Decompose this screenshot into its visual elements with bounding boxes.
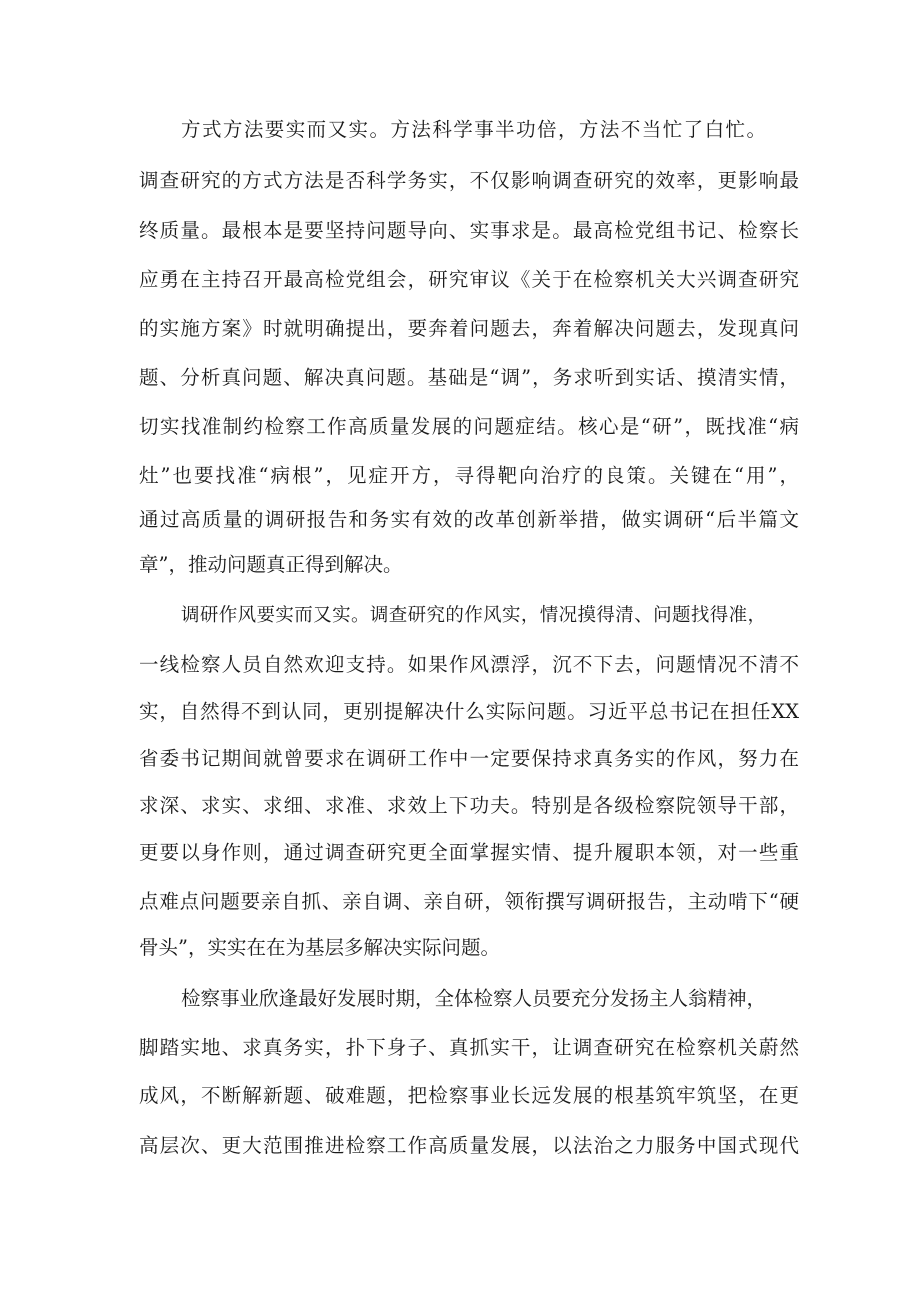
paragraph-line: 实，自然得不到认同，更别提解决什么实际问题。习近平总书记在担任XX xyxy=(139,700,799,723)
paragraph-line: 省委书记期间就曾要求在调研工作中一定要保持求真务实的作风，努力在 xyxy=(139,747,799,770)
paragraph-line: 更要以身作则，通过调查研究更全面掌握实情、提升履职本领，对一些重 xyxy=(139,841,799,864)
paragraph-line: 的实施方案》时就明确提出，要奔着问题去，奔着解决问题去，发现真问 xyxy=(139,317,799,340)
paragraph-line: 题、分析真问题、解决真问题。基础是“调”，务求听到实话、摸清实情， xyxy=(139,366,799,389)
paragraph-line: 方式方法要实而又实。方法科学事半功倍，方法不当忙了白忙。 xyxy=(181,118,766,141)
paragraph-line: 调研作风要实而又实。调查研究的作风实，情况摸得清、问题找得准， xyxy=(181,605,766,626)
paragraph-line: 切实找准制约检察工作高质量发展的问题症结。核心是“研”，既找准“病 xyxy=(139,415,799,438)
paragraph-line: 高层次、更大范围推进检察工作高质量发展，以法治之力服务中国式现代 xyxy=(139,1134,799,1157)
paragraph-line: 章”，推动问题真正得到解决。 xyxy=(139,553,403,576)
paragraph-line: 调查研究的方式方法是否科学务实，不仅影响调查研究的效率，更影响最 xyxy=(139,169,799,192)
paragraph-line: 检察事业欣逢最好发展时期，全体检察人员要充分发扬主人翁精神， xyxy=(181,987,766,1010)
paragraph-line: 点难点问题要亲自抓、亲自调、亲自研，领衔撰写调研报告，主动啃下“硬 xyxy=(139,890,799,913)
paragraph-line: 骨头”，实实在在为基层多解决实际问题。 xyxy=(139,936,500,959)
paragraph-line: 灶”也要找准“病根”，见症开方，寻得靶向治疗的良策。关键在“用”， xyxy=(139,464,799,487)
paragraph-line: 终质量。最根本是要坚持问题导向、实事求是。最高检党组书记、检察长 xyxy=(139,219,799,242)
paragraph-line: 成风，不断解新题、破难题，把检察事业长远发展的根基筑牢筑坚，在更 xyxy=(139,1084,799,1107)
paragraph-line: 应勇在主持召开最高检党组会，研究审议《关于在检察机关大兴调查研究 xyxy=(139,268,799,291)
paragraph-line: 脚踏实地、求真务实，扑下身子、真抓实干，让调查研究在检察机关蔚然 xyxy=(139,1036,799,1059)
paragraph-line: 求深、求实、求细、求准、求效上下功夫。特别是各级检察院领导干部， xyxy=(139,794,799,817)
paragraph-line: 通过高质量的调研报告和务实有效的改革创新举措，做实调研“后半篇文 xyxy=(139,508,799,531)
paragraph-line: 一线检察人员自然欢迎支持。如果作风漂浮，沉不下去，问题情况不清不 xyxy=(139,653,799,676)
